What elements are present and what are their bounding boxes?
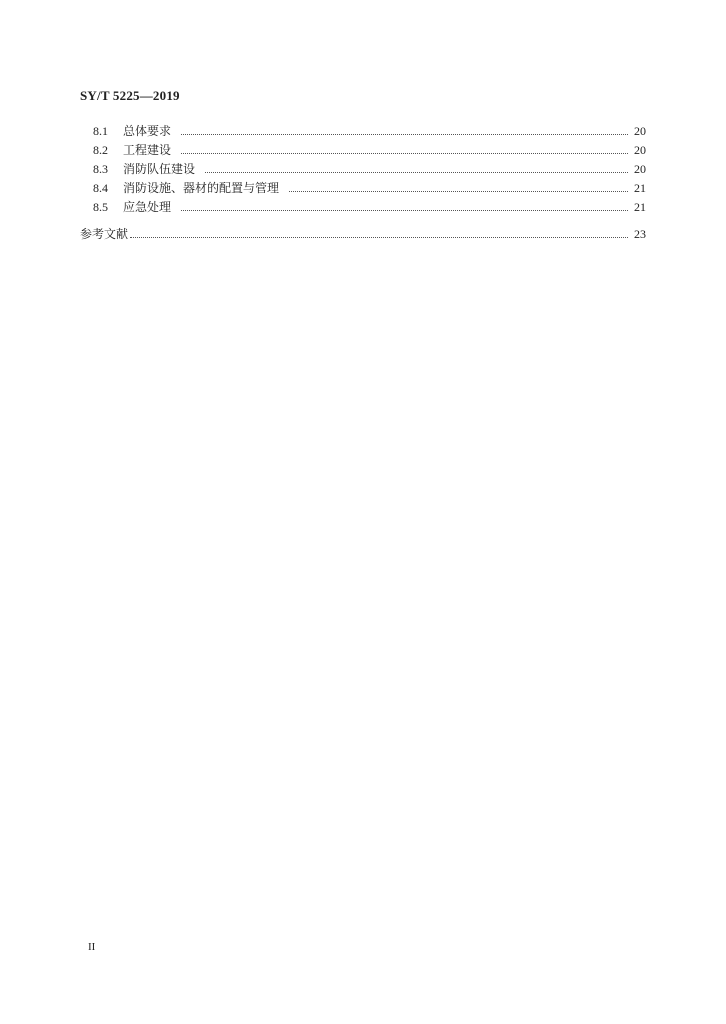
toc-entry-title: 消防队伍建设	[123, 162, 196, 176]
table-of-contents	[80, 122, 646, 244]
toc-entry-page: 20	[634, 124, 646, 138]
toc-entry-page: 20	[634, 143, 646, 157]
toc-references-page: 23	[634, 227, 646, 241]
toc-entry	[80, 198, 646, 217]
dot-leader	[130, 236, 628, 238]
toc-entry	[80, 179, 646, 198]
toc-entry-title: 总体要求	[123, 124, 172, 138]
toc-entry-page: 21	[634, 181, 646, 195]
toc-entry-page: 20	[634, 162, 646, 176]
toc-entry-number: 8.4	[93, 181, 108, 195]
toc-entry	[80, 141, 646, 160]
footer-page-number: II	[88, 941, 96, 953]
toc-entry-title: 消防设施、器材的配置与管理	[123, 181, 280, 195]
standard-code-header: SY/T 5225—2019	[80, 88, 180, 103]
toc-entry-page: 21	[634, 200, 646, 214]
toc-references-title: 参考文献	[80, 227, 129, 241]
dot-leader	[181, 133, 628, 135]
toc-entry	[80, 122, 646, 141]
toc-entry	[80, 160, 646, 179]
toc-entry-number: 8.3	[93, 162, 108, 176]
toc-entry-number: 8.5	[93, 200, 108, 214]
toc-entry-number: 8.2	[93, 143, 108, 157]
dot-leader	[289, 190, 628, 192]
toc-entry-number: 8.1	[93, 124, 108, 138]
toc-entry-references	[80, 225, 646, 244]
dot-leader	[181, 209, 628, 211]
dot-leader	[181, 152, 628, 154]
toc-entry-title: 应急处理	[123, 200, 172, 214]
dot-leader	[205, 171, 628, 173]
toc-entry-title: 工程建设	[123, 143, 172, 157]
